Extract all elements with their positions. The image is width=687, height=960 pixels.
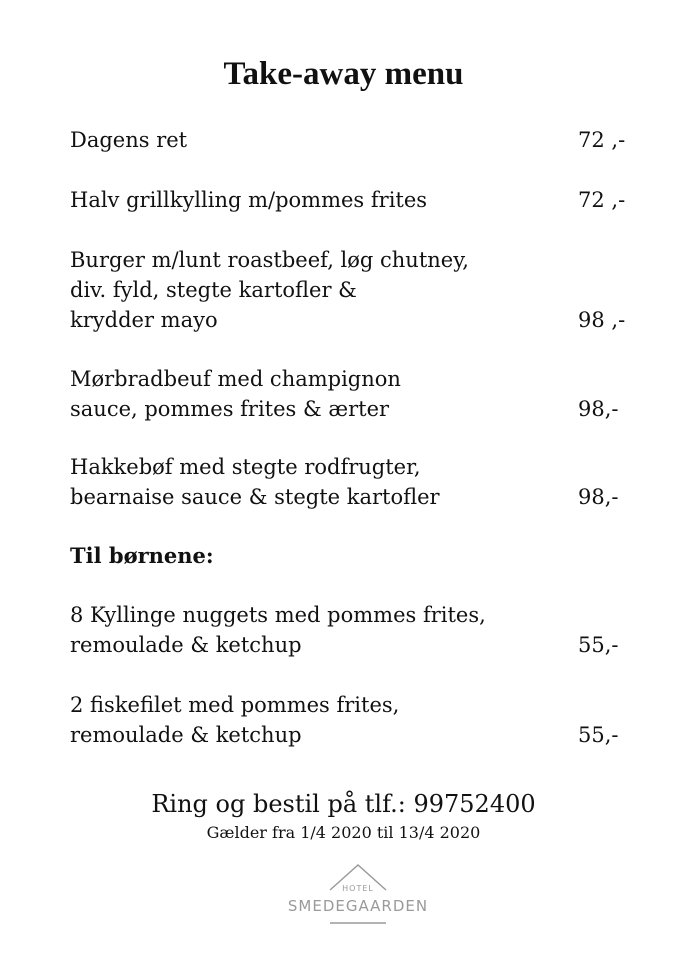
menu-item-morbradbeuf	[70, 364, 630, 424]
menu-item-name: Burger m/lunt roastbeef, løg chutney, div. fyld, stegte kartofler & krydder mayo	[70, 248, 469, 332]
menu-item-burger	[70, 245, 630, 335]
roof-icon	[268, 855, 448, 931]
menu-item-hakkebof	[70, 452, 630, 512]
menu-item-fiskefilet	[70, 690, 630, 750]
validity-text: Gælder fra 1/4 2020 til 13/4 2020	[206, 823, 481, 842]
menu-item-name: 2 fiskefilet med pommes frites, remoulade & ketchup	[70, 693, 400, 747]
kids-heading: Til børnene:	[70, 543, 214, 568]
menu-item-price: 72 ,-	[578, 188, 626, 212]
order-phone-text: Ring og bestil på tlf.: 99752400	[151, 790, 536, 818]
logo-hotel-text: HOTEL	[342, 884, 374, 893]
menu-item-price: 98,-	[578, 397, 619, 421]
menu-item-price: 55,-	[578, 723, 619, 747]
menu-item-grillkylling	[70, 185, 630, 215]
menu-item-price: 98 ,-	[578, 308, 626, 332]
menu-item-name: Hakkebøf med stegte rodfrugter, bearnaise sauce & stegte kartofler	[70, 455, 440, 509]
menu-item-name: Dagens ret	[70, 128, 188, 152]
logo-name-text: SMEDEGAARDEN	[287, 897, 429, 915]
menu-item-name: 8 Kyllinge nuggets med pommes frites, remoulade & ketchup	[70, 603, 486, 657]
menu-title: Take-away menu	[223, 56, 464, 92]
menu-item-name: Halv grillkylling m/pommes frites	[70, 188, 428, 212]
hotel-logo	[268, 855, 448, 931]
menu-item-price: 72 ,-	[578, 128, 626, 152]
menu-item-name: Mørbradbeuf med champignon sauce, pommes frites & ærter	[70, 367, 401, 421]
menu-item-dagens-ret	[70, 125, 630, 155]
menu-item-price: 98,-	[578, 485, 619, 509]
menu-item-kyllinge-nuggets	[70, 600, 630, 660]
menu-item-price: 55,-	[578, 633, 619, 657]
